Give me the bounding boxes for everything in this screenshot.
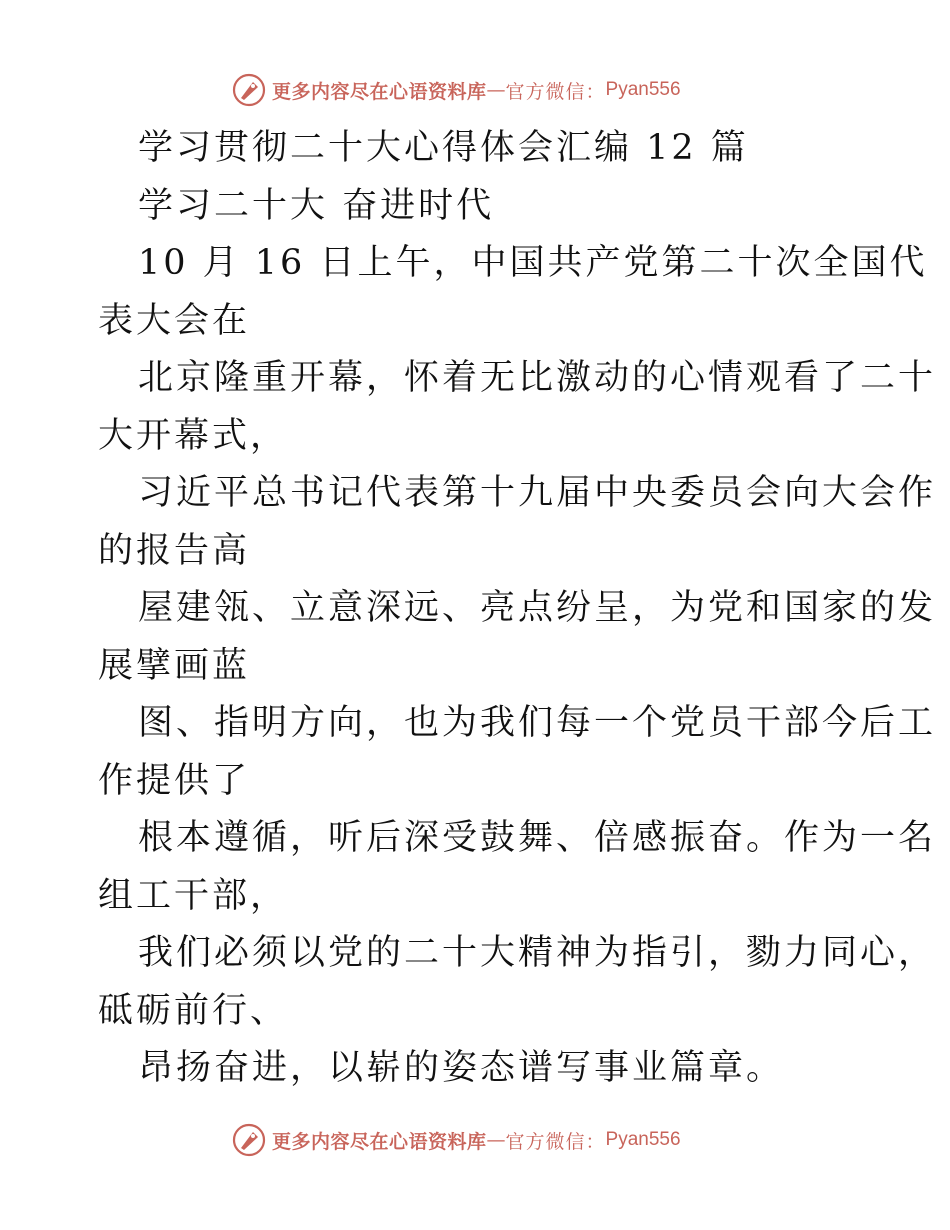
paragraph-line: 展擘画蓝 [98,645,251,686]
paragraph-line: 屋建瓴、立意深远、亮点纷呈，为党和国家的发 [138,588,937,628]
banner-wechat-label: 官方微信： [505,1130,606,1153]
banner-wechat-id: Pyan556 [605,79,681,100]
paragraph-line: 根本遵循，听后深受鼓舞、倍感振奋。作为一名 [138,818,937,858]
banner-dash: — [486,1129,506,1151]
paragraph-line: 组工干部， [98,875,289,916]
banner-wechat-label: 官方微信： [505,80,606,103]
paragraph-line: 10 月 16 日上午，中国共产党第二十次全国代 [138,243,928,283]
banner-wechat-id: Pyan556 [605,1129,681,1150]
paragraph-line: 习近平总书记代表第十九届中央委员会向大会作 [138,473,937,513]
banner-site-name: 更多内容尽在心语资料库 [272,80,487,103]
paragraph-line: 表大会在 [98,300,251,341]
paragraph-line: 砥砺前行、 [98,990,289,1031]
banner-site-name: 更多内容尽在心语资料库 [272,1130,487,1153]
pen-nib-logo-icon [232,73,266,107]
paragraph-line: 作提供了 [98,760,251,801]
paragraph-line: 图、指明方向，也为我们每一个党员干部今后工 [138,703,937,743]
banner-dash: — [486,79,506,101]
paragraph-line: 昂扬奋进，以崭的姿态谱写事业篇章。 [138,1048,785,1088]
paragraph-line: 北京隆重开幕，怀着无比激动的心情观看了二十 [138,358,937,398]
header-banner [232,72,681,108]
document-title: 学习贯彻二十大心得体会汇编 12 篇 [138,128,749,168]
paragraph-line: 的报告高 [98,530,251,571]
footer-banner [232,1122,681,1158]
document-subtitle: 学习二十大 奋进时代 [138,185,495,226]
pen-nib-logo-icon [232,1123,266,1157]
paragraph-line: 我们必须以党的二十大精神为指引，勠力同心， [138,933,937,973]
document-body [98,120,937,1098]
paragraph-line: 大开幕式， [98,415,289,456]
